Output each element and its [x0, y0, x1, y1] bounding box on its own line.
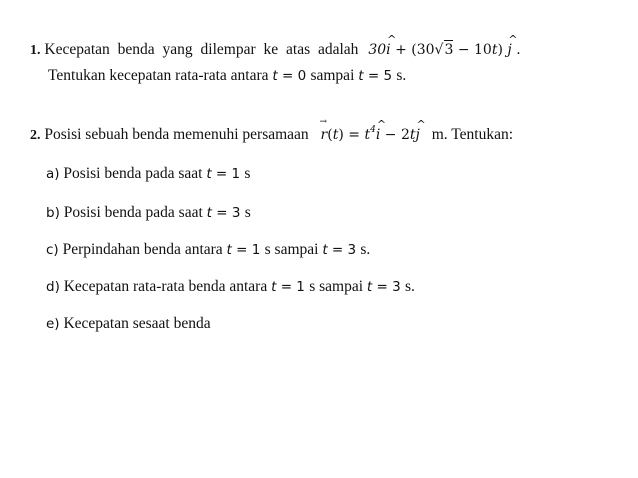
question-2-text: Posisi sebuah benda memenuhi persamaan: [44, 126, 309, 143]
question-1-number: 1.: [30, 43, 41, 58]
question-2-tail: m. Tentukan:: [431, 126, 514, 143]
question-1-text: Kecepatan benda yang dilempar ke atas adalah: [44, 41, 359, 58]
question-1-time-end: t = 5: [358, 68, 397, 84]
question-1-equation: 30^ i + (30√3 − 10t) ^ j .: [368, 42, 520, 58]
question-1-task: Tentukan kecepatan rata-rata antara: [48, 67, 269, 84]
question-1-sampai: sampai: [310, 67, 355, 84]
question-1-unit: s.: [396, 67, 407, 84]
question-1-line-1: [30, 40, 521, 59]
question-2-item-a: a) Posisi benda pada saat t = 1 s: [46, 165, 251, 182]
question-2-item-b: b) Posisi benda pada saat t = 3 s: [46, 204, 251, 221]
question-2-equation: → $r(t) = t^4\^{}$ i − 2t^ j: [321, 127, 420, 143]
question-1-time-start: t = 0: [272, 68, 311, 84]
question-2-item-d: d) Kecepatan rata-rata benda antara t = 1 s sampai t = 3 s.: [46, 278, 415, 295]
question-2-item-e: e) Kecepatan sesaat benda: [46, 315, 211, 332]
question-2-number: 2.: [30, 128, 41, 143]
question-1-line-2: [48, 67, 406, 85]
question-2-line-1: [30, 125, 513, 144]
question-2-item-c: c) Perpindahan benda antara t = 1 s sampai t = 3 s.: [46, 241, 371, 258]
